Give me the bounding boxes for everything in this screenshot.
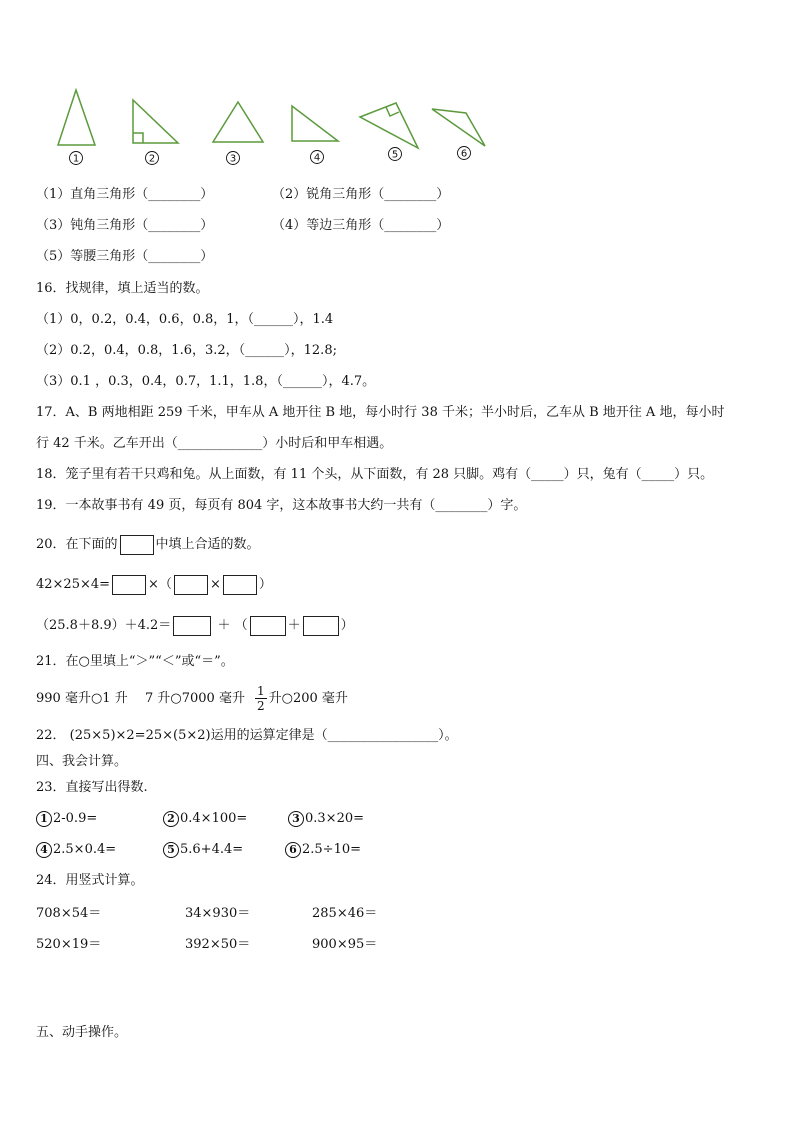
triangle-label-1 (70, 152, 83, 165)
answer-box-sample (120, 535, 154, 555)
section-5-heading: 五、动手操作。 (36, 1025, 128, 1040)
answer-box[interactable] (112, 575, 146, 595)
eq1-lhs: 42×25×4= (36, 577, 111, 592)
left-paren: （ (158, 577, 172, 592)
answer-box[interactable] (173, 616, 211, 636)
q24-item-3: 285×46＝ (312, 906, 378, 921)
fraction-numerator: 1 (257, 684, 265, 698)
triangle-2 (133, 100, 178, 143)
q20-title (36, 533, 260, 557)
q22-text: 22． (25×5)×2=25×(5×2)运用的运算定律是（_________________）。 (36, 728, 458, 743)
q19-text: 19．一本故事书有 49 页，每页有 804 字，这本故事书大约一共有（________）字。 (36, 498, 527, 513)
q16-line-3: （3）0.1 ，0.3，0.4，0.7，1.1，1.8，（______），4.7。 (36, 374, 376, 389)
left-paren: （ (234, 618, 248, 633)
q15-item-5: （5）等腰三角形（________） (36, 249, 214, 264)
times-sign: × (148, 577, 159, 592)
q23-expr: 0.3×20= (305, 811, 365, 826)
q15-item-2: （2）锐角三角形（________） (272, 187, 450, 202)
q23-title: 23．直接写出得数. (36, 780, 148, 795)
q23-item-5 (163, 839, 243, 861)
svg-text:1: 1 (72, 153, 80, 165)
fraction-one-half (255, 684, 267, 713)
q24-item-4: 520×19＝ (36, 937, 102, 952)
times-sign: × (209, 577, 221, 592)
q15-item-4: （4）等边三角形（________） (272, 218, 450, 233)
plus-sign: ＋ (217, 618, 231, 633)
answer-box[interactable] (303, 616, 339, 636)
triangle-6 (432, 109, 485, 146)
q21-title: 21．在○里填上“＞”“＜”或“＝”。 (36, 654, 234, 669)
q21-item-1: 990 毫升○1 升 (36, 691, 128, 706)
q18-text: 18．笼子里有若干只鸡和兔。从上面数，有 11 个头，从下面数，有 28 只脚。鸡有（_____）只，兔有（_____）只。 (36, 467, 714, 482)
answer-box[interactable] (250, 616, 286, 636)
q23-item-2 (163, 808, 247, 830)
answer-box[interactable] (223, 575, 257, 595)
q23-expr: 2.5÷10= (302, 842, 362, 857)
fraction-denominator: 2 (257, 699, 265, 713)
circled-number: 1 (36, 811, 52, 827)
q21-item-2: 7 升○7000 毫升 (145, 691, 245, 706)
q20-equation-1 (36, 573, 272, 597)
svg-text:4: 4 (313, 152, 321, 164)
q24-item-5: 392×50＝ (185, 937, 251, 952)
plus-sign: ＋ (287, 618, 301, 633)
right-paren: ） (340, 618, 354, 633)
q23-expr: 5.6+4.4= (180, 842, 244, 857)
circled-number: 3 (288, 811, 304, 827)
q21-item-3 (253, 682, 348, 716)
q23-item-4 (36, 839, 116, 861)
right-angle-mark-5 (386, 107, 399, 116)
triangle-label-3 (227, 152, 240, 165)
answer-box[interactable] (174, 575, 208, 595)
q24-title: 24．用竖式计算。 (36, 873, 144, 888)
q23-item-6 (285, 839, 361, 861)
right-paren: ） (258, 577, 272, 592)
q23-expr: 0.4×100= (180, 811, 248, 826)
q20-equation-2 (36, 614, 354, 638)
circled-number: 4 (36, 842, 52, 858)
q16-line-2: （2）0.2，0.4，0.8，1.6，3.2，（______），12.8; (36, 343, 337, 358)
q24-item-6: 900×95＝ (312, 937, 378, 952)
eq2-lhs: （25.8＋8.9）＋4.2＝ (36, 618, 172, 633)
q16-title: 16．找规律，填上适当的数。 (36, 281, 209, 296)
q15-item-1: （1）直角三角形（________） (36, 187, 214, 202)
circled-number: 5 (163, 842, 179, 858)
q20-title-before: 20．在下面的 (36, 537, 118, 552)
section-4-heading: 四、我会计算。 (36, 754, 128, 769)
q16-line-1: （1）0，0.2，0.4，0.6，0.8，1，（______），1.4 (36, 312, 334, 327)
right-angle-mark-2 (133, 133, 143, 143)
q23-item-1 (36, 808, 97, 830)
q24-item-1: 708×54＝ (36, 906, 102, 921)
q23-expr: 2.5×0.4= (53, 842, 117, 857)
svg-text:6: 6 (460, 148, 468, 160)
q23-item-3 (288, 808, 364, 830)
svg-text:5: 5 (391, 149, 399, 161)
triangle-5 (360, 103, 418, 148)
q24-item-2: 34×930＝ (185, 906, 251, 921)
q21-item-3-tail: 升○200 毫升 (268, 691, 348, 706)
circled-number: 2 (163, 811, 179, 827)
triangle-label-4 (311, 151, 324, 164)
q20-title-after: 中填上合适的数。 (155, 537, 260, 552)
svg-text:2: 2 (148, 153, 156, 165)
triangle-label-6 (458, 147, 471, 160)
triangles-figure (0, 80, 794, 170)
triangle-label-5 (389, 148, 402, 161)
triangle-4 (292, 106, 338, 141)
q17-line-2: 行 42 千米。乙车开出（_____________）小时后和甲车相遇。 (36, 436, 393, 451)
triangle-3 (213, 102, 263, 142)
triangle-label-2 (146, 152, 159, 165)
svg-text:3: 3 (229, 153, 237, 165)
q15-item-3: （3）钝角三角形（________） (36, 218, 214, 233)
q23-expr: 2-0.9= (53, 811, 98, 826)
circled-number: 6 (285, 842, 301, 858)
triangle-1 (58, 90, 95, 145)
q17-line-1: 17．A、B 两地相距 259 千米，甲车从 A 地开往 B 地，每小时行 38 千米；半小时后，乙车从 B 地开往 A 地，每小时 (36, 405, 725, 420)
